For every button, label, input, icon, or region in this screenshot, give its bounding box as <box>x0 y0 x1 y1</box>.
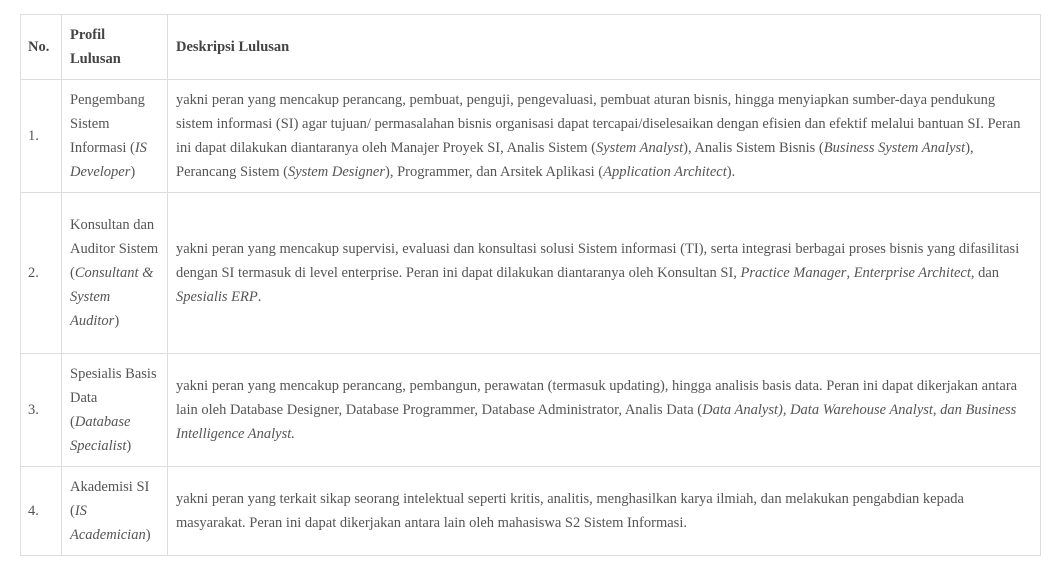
row-number: 4. <box>21 467 62 556</box>
desc-text: . <box>257 289 262 305</box>
content-wrapper <box>20 14 1040 556</box>
profile-close: ) <box>130 164 136 180</box>
table-row <box>21 354 1041 467</box>
row-number: 3. <box>21 354 62 467</box>
profile-name: Konsultan dan Auditor Sistem ( <box>70 217 159 281</box>
desc-text: ), Analis Sistem Bisnis ( <box>683 140 824 156</box>
desc-italic: Application Architect <box>603 164 727 180</box>
table-row <box>21 467 1041 556</box>
desc-italic: Enterprise Architect <box>853 265 971 281</box>
desc-text: , dan <box>970 265 1000 281</box>
desc-text: ), Programmer, dan Arsitek Aplikasi ( <box>385 164 604 180</box>
profile-english: IS Developer <box>70 140 147 180</box>
header-no: No. <box>21 15 62 80</box>
graduate-profile-table <box>20 14 1041 556</box>
desc-text: , <box>846 265 854 281</box>
desc-italic: System Designer <box>287 164 385 180</box>
description-cell <box>168 193 1041 354</box>
profile-cell <box>62 354 168 467</box>
profile-cell <box>62 193 168 354</box>
desc-italic: System Analyst <box>596 140 684 156</box>
table-row <box>21 80 1041 193</box>
description-cell <box>168 80 1041 193</box>
desc-italic: Practice Manager <box>740 265 847 281</box>
profile-close: ) <box>114 313 120 329</box>
header-description: Deskripsi Lulusan <box>168 15 1041 80</box>
description-cell <box>168 354 1041 467</box>
desc-italic: Data Analyst), Data Warehouse Analyst, dan Business Intelligence Analyst. <box>176 402 1017 442</box>
profile-cell <box>62 80 168 193</box>
profile-cell <box>62 467 168 556</box>
row-number: 2. <box>21 193 62 354</box>
table-header-row <box>21 15 1041 80</box>
desc-italic: Spesialis ERP <box>176 289 258 305</box>
profile-name: Akademisi SI ( <box>70 479 150 519</box>
desc-text: yakni peran yang mencakup perancang, pembangun, perawatan (termasuk updating), hingga analisis basis data. Peran ini dapat dikerjakan antara lain oleh Database Designer, Database Programmer, Database Administrator, Analis Data ( <box>176 378 1018 418</box>
header-profile: Profil Lulusan <box>62 15 168 80</box>
profile-english: Consultant & System Auditor <box>70 265 154 329</box>
desc-text: yakni peran yang mencakup perancang, pembuat, penguji, pengevaluasi, pembuat aturan bisnis, hingga menyiapkan sumber-daya pendukung sistem informasi (SI) agar tujuan/ permasalahan bisnis organisasi dapat tercapai/diselesaikan dengan efisien dan efektif melalui bantuan SI. Peran ini dapat dilakukan diantaranya oleh Manajer Proyek SI, Analis Sistem ( <box>176 92 1021 156</box>
desc-text: ). <box>726 164 736 180</box>
profile-close: ) <box>126 438 132 454</box>
desc-text: yakni peran yang mencakup supervisi, evaluasi dan konsultasi solusi Sistem informasi (TI), serta integrasi berbagai proses bisnis yang difasilitasi dengan SI termasuk di level enterprise. Peran ini dapat dilakukan diantaranya oleh Konsultan SI, <box>176 241 1020 281</box>
profile-name: Spesialis Basis Data ( <box>70 366 157 430</box>
desc-text: yakni peran yang terkait sikap seorang intelektual seperti kritis, analitis, menghasilkan karya ilmiah, dan melakukan pengabdian kepada masyarakat. Peran ini dapat dikerjakan antara lain oleh mahasiswa S2 Sistem Informasi. <box>176 491 964 531</box>
row-number: 1. <box>21 80 62 193</box>
table-row <box>21 193 1041 354</box>
profile-english: Database Specialist <box>70 414 131 454</box>
description-cell <box>168 467 1041 556</box>
profile-english: IS Academician <box>70 503 146 543</box>
profile-name: Pengembang Sistem Informasi ( <box>70 92 145 156</box>
desc-italic: Business System Analyst <box>823 140 966 156</box>
profile-close: ) <box>145 527 151 543</box>
desc-text: ), Perancang Sistem ( <box>176 140 974 180</box>
